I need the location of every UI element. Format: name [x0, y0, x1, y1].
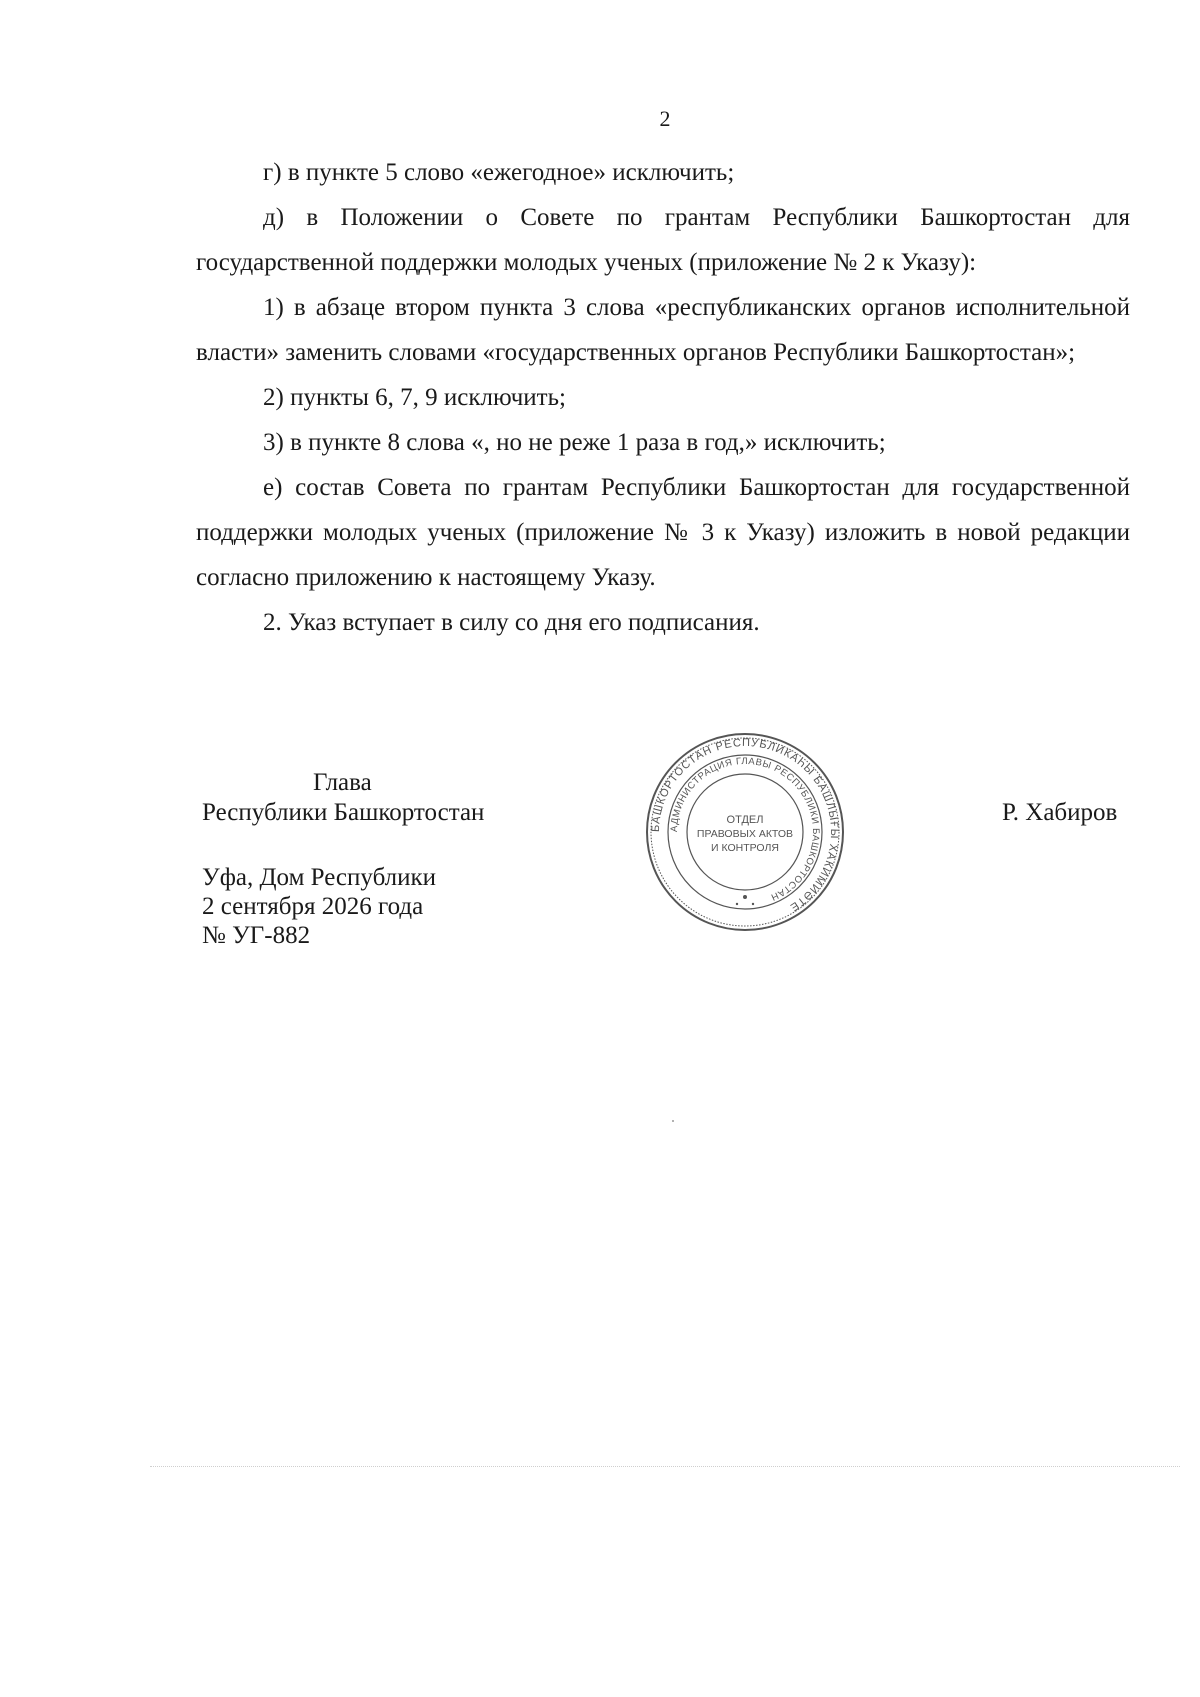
- signatory-title-line2: Республики Башкортостан: [202, 799, 485, 826]
- paragraph-item-g: г) в пункте 5 слово «ежегодное» исключить;: [263, 159, 735, 186]
- paragraph-subitem-3: 3) в пункте 8 слова «, но не реже 1 раза в год,» исключить;: [263, 429, 886, 456]
- decree-number: № УГ-882: [202, 922, 311, 949]
- paragraph-clause-2: 2. Указ вступает в силу со дня его подписания.: [263, 609, 760, 636]
- signatory-title-line1: Глава: [313, 769, 372, 796]
- stamp-inner-ring-text: АДМИНИСТРАЦИЯ ГЛАВЫ РЕСПУБЛИКИ БАШКОРТОСТАН: [668, 755, 822, 903]
- official-stamp-icon: [645, 732, 845, 932]
- stamp-center-line2: ПРАВОВЫХ АКТОВ: [696, 828, 794, 840]
- signing-place: Уфа, Дом Республики: [202, 864, 437, 891]
- page-number: 2: [659, 106, 671, 131]
- scan-artifact-dot: [672, 1120, 674, 1122]
- paragraph-subitem-2: 2) пункты 6, 7, 9 исключить;: [263, 384, 566, 411]
- paragraph-item-d: д) в Положении о Совете по грантам Республики Башкортостан для государственной поддержки молодых ученых (приложение № 2 к Указу):: [196, 204, 1130, 276]
- stamp-star-marks: [736, 895, 754, 905]
- stamp-outer-ring-text: БАШКОРТОСТАН РЕСПУБЛИКАҺЫ БАШЛЫҒЫ ХАКИМИӘТЕ: [649, 736, 841, 914]
- signing-date: 2 сентября 2026 года: [202, 893, 424, 920]
- paragraph-subitem-1: 1) в абзаце втором пункта 3 слова «республиканских органов исполнительной власти» заменить словами «государственных органов Республики Башкортостан»;: [196, 294, 1130, 366]
- place-date-block: [202, 863, 436, 950]
- document-body: [196, 150, 1130, 645]
- signatory-name: Р. Хабиров: [1002, 799, 1118, 826]
- paragraph-item-e: е) состав Совета по грантам Республики Башкортостан для государственной поддержки молодых ученых (приложение № 3 к Указу) изложить в новой редакции согласно приложению к настоящему Указу.: [196, 474, 1130, 591]
- scan-artifact-line: [150, 1466, 1180, 1467]
- stamp-center-line3: И КОНТРОЛЯ: [711, 842, 779, 854]
- stamp-center-line1: ОТДЕЛ: [726, 814, 764, 826]
